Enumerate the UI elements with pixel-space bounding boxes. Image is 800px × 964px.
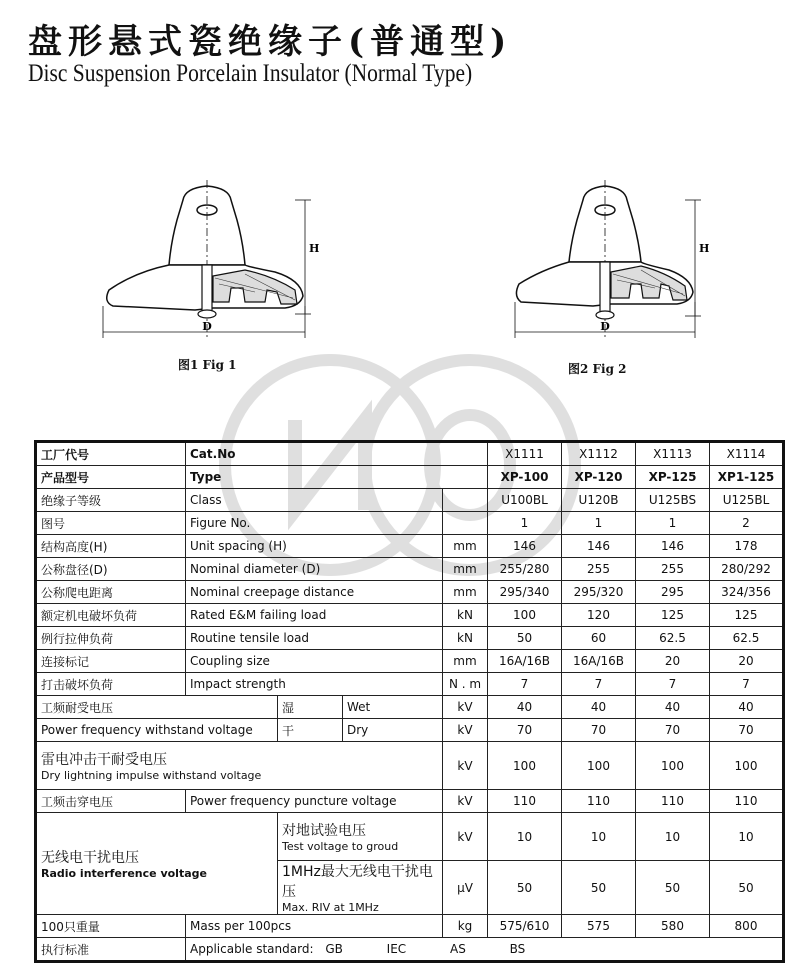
row-value: 16A/16B [488, 650, 562, 673]
lightning-value: 100 [710, 742, 784, 790]
radio-max-value: 50 [710, 861, 784, 915]
table-row [36, 790, 784, 813]
puncture-cn: 工频击穿电压 [36, 790, 186, 813]
mass-value: 580 [636, 915, 710, 938]
row-unit [443, 489, 488, 512]
row-value: 100 [488, 604, 562, 627]
pf-withstand-en: Power frequency withstand voltage [36, 719, 278, 742]
row-label-en: Coupling size [186, 650, 443, 673]
row-value: 125 [710, 604, 784, 627]
pf-wet-en: Wet [343, 696, 443, 719]
table-row [36, 489, 784, 512]
pf-wet-unit: kV [443, 696, 488, 719]
table-row [36, 673, 784, 696]
standard-item: GB [325, 942, 343, 956]
row-unit: kN [443, 627, 488, 650]
figure-2-h-label: H [699, 242, 710, 255]
table-row [36, 938, 784, 962]
row-value: 60 [562, 627, 636, 650]
radio-cell [36, 813, 278, 915]
pf-dry-en: Dry [343, 719, 443, 742]
row-value: 20 [710, 650, 784, 673]
row-unit: mm [443, 535, 488, 558]
row-unit: kN [443, 604, 488, 627]
row-label-cn: 公称爬电距离 [36, 581, 186, 604]
puncture-unit: kV [443, 790, 488, 813]
pf-dry-value: 70 [488, 719, 562, 742]
row-label-cn: 连接标记 [36, 650, 186, 673]
lightning-unit: kV [443, 742, 488, 790]
standard-item: AS [450, 942, 466, 956]
table-row [36, 604, 784, 627]
pf-dry-value: 70 [710, 719, 784, 742]
row-label-en: Class [186, 489, 443, 512]
row-value: 255/280 [488, 558, 562, 581]
row-value: 1 [636, 512, 710, 535]
radio-max-cell [278, 861, 443, 915]
row-label-cn: 打击破坏负荷 [36, 673, 186, 696]
row-label-cn: 绝缘子等级 [36, 489, 186, 512]
mass-value: 575 [562, 915, 636, 938]
lightning-cn: 雷电冲击干耐受电压 [41, 752, 167, 768]
row-label-en: Unit spacing (H) [186, 535, 443, 558]
row-value: 146 [488, 535, 562, 558]
title-english: Disc Suspension Porcelain Insulator (Normal Type) [28, 60, 473, 87]
mass-unit: kg [443, 915, 488, 938]
pf-withstand-cn: 工频耐受电压 [36, 696, 278, 719]
row-value: U100BL [488, 489, 562, 512]
table-row [36, 558, 784, 581]
figure-1-caption: 图1 Fig 1 [178, 358, 237, 372]
radio-cn: 无线电干扰电压 [41, 850, 139, 866]
radio-test-value: 10 [488, 813, 562, 861]
row-value: 295/340 [488, 581, 562, 604]
pf-dry-cn: 干 [278, 719, 343, 742]
mass-value: 575/610 [488, 915, 562, 938]
row-value: 125 [636, 604, 710, 627]
radio-max-value: 50 [562, 861, 636, 915]
lightning-cell [36, 742, 443, 790]
type-en: Type [186, 466, 488, 489]
standard-en: Applicable standard: [190, 942, 314, 956]
row-value: 7 [562, 673, 636, 696]
standard-cell [186, 938, 784, 962]
row-value: 62.5 [636, 627, 710, 650]
insulator-figure-2 [505, 180, 725, 350]
row-value: U125BS [636, 489, 710, 512]
table-row [36, 813, 784, 861]
row-value: U125BL [710, 489, 784, 512]
table-row [36, 742, 784, 790]
radio-max-en: Max. RIV at 1MHz [282, 901, 379, 914]
radio-test-value: 10 [710, 813, 784, 861]
cat-no-value: X1114 [710, 442, 784, 466]
row-value: 50 [488, 627, 562, 650]
cat-no-value: X1112 [562, 442, 636, 466]
lightning-value: 100 [488, 742, 562, 790]
mass-en: Mass per 100pcs [186, 915, 443, 938]
radio-max-value: 50 [636, 861, 710, 915]
row-label-cn: 例行拉伸负荷 [36, 627, 186, 650]
pf-wet-value: 40 [488, 696, 562, 719]
pf-wet-value: 40 [636, 696, 710, 719]
table-row [36, 442, 784, 466]
row-unit: mm [443, 558, 488, 581]
row-value: U120B [562, 489, 636, 512]
table-row [36, 581, 784, 604]
row-value: 120 [562, 604, 636, 627]
row-value: 1 [562, 512, 636, 535]
radio-test-en: Test voltage to groud [282, 840, 399, 853]
row-label-cn: 图号 [36, 512, 186, 535]
row-value: 7 [710, 673, 784, 696]
cat-no-value: X1111 [488, 442, 562, 466]
puncture-value: 110 [710, 790, 784, 813]
row-unit [443, 512, 488, 535]
figure-1-h-label: H [309, 242, 320, 255]
cat-no-value: X1113 [636, 442, 710, 466]
row-value: 7 [636, 673, 710, 696]
insulator-figure-1 [95, 180, 335, 350]
standard-cn: 执行标准 [36, 938, 186, 962]
pf-wet-value: 40 [562, 696, 636, 719]
row-unit: mm [443, 581, 488, 604]
row-value: 146 [562, 535, 636, 558]
standard-item: IEC [386, 942, 407, 956]
row-label-cn: 额定机电破坏负荷 [36, 604, 186, 627]
row-value: 7 [488, 673, 562, 696]
radio-test-cell [278, 813, 443, 861]
radio-en: Radio interference voltage [41, 867, 207, 880]
simple-rows [36, 489, 784, 696]
row-value: 2 [710, 512, 784, 535]
type-value: XP-125 [636, 466, 710, 489]
radio-max-unit: μV [443, 861, 488, 915]
pf-dry-value: 70 [562, 719, 636, 742]
row-value: 20 [636, 650, 710, 673]
puncture-value: 110 [562, 790, 636, 813]
row-value: 146 [636, 535, 710, 558]
row-label-en: Impact strength [186, 673, 443, 696]
radio-test-value: 10 [636, 813, 710, 861]
table-row [36, 512, 784, 535]
row-label-en: Routine tensile load [186, 627, 443, 650]
lightning-value: 100 [562, 742, 636, 790]
radio-test-unit: kV [443, 813, 488, 861]
standard-item: BS [509, 942, 526, 956]
pf-dry-unit: kV [443, 719, 488, 742]
cat-no-en: Cat.No [186, 442, 488, 466]
figure-2-caption: 图2 Fig 2 [568, 362, 627, 376]
radio-max-cn: 1MHz最大无线电干扰电压 [282, 864, 433, 900]
table-row [36, 535, 784, 558]
row-value: 324/356 [710, 581, 784, 604]
specification-table [34, 440, 785, 963]
puncture-value: 110 [636, 790, 710, 813]
cat-no-cn: 工厂代号 [36, 442, 186, 466]
type-value: XP-120 [562, 466, 636, 489]
table-row [36, 650, 784, 673]
row-label-cn: 公称盘径(D) [36, 558, 186, 581]
row-label-cn: 结构高度(H) [36, 535, 186, 558]
type-value: XP-100 [488, 466, 562, 489]
figure-2-d-label: D [600, 320, 610, 333]
title-chinese: 盘形悬式瓷绝缘子(普通型) [28, 22, 513, 62]
mass-cn: 100只重量 [36, 915, 186, 938]
table-row [36, 719, 784, 742]
row-label-en: Nominal creepage distance [186, 581, 443, 604]
puncture-en: Power frequency puncture voltage [186, 790, 443, 813]
row-value: 280/292 [710, 558, 784, 581]
table-row [36, 627, 784, 650]
table-row [36, 915, 784, 938]
type-cn: 产品型号 [36, 466, 186, 489]
type-value: XP1-125 [710, 466, 784, 489]
row-value: 295/320 [562, 581, 636, 604]
pf-wet-value: 40 [710, 696, 784, 719]
row-value: 178 [710, 535, 784, 558]
row-value: 1 [488, 512, 562, 535]
radio-test-cn: 对地试验电压 [282, 823, 366, 839]
row-value: 255 [636, 558, 710, 581]
radio-max-value: 50 [488, 861, 562, 915]
row-label-en: Nominal diameter (D) [186, 558, 443, 581]
lightning-en: Dry lightning impulse withstand voltage [41, 769, 262, 782]
row-value: 255 [562, 558, 636, 581]
row-unit: mm [443, 650, 488, 673]
row-unit: N . m [443, 673, 488, 696]
table-row [36, 696, 784, 719]
row-label-en: Figure No. [186, 512, 443, 535]
mass-value: 800 [710, 915, 784, 938]
row-value: 295 [636, 581, 710, 604]
row-value: 16A/16B [562, 650, 636, 673]
table-row [36, 466, 784, 489]
figure-1-d-label: D [202, 320, 212, 333]
row-value: 62.5 [710, 627, 784, 650]
pf-dry-value: 70 [636, 719, 710, 742]
pf-wet-cn: 湿 [278, 696, 343, 719]
radio-test-value: 10 [562, 813, 636, 861]
lightning-value: 100 [636, 742, 710, 790]
row-label-en: Rated E&M failing load [186, 604, 443, 627]
puncture-value: 110 [488, 790, 562, 813]
